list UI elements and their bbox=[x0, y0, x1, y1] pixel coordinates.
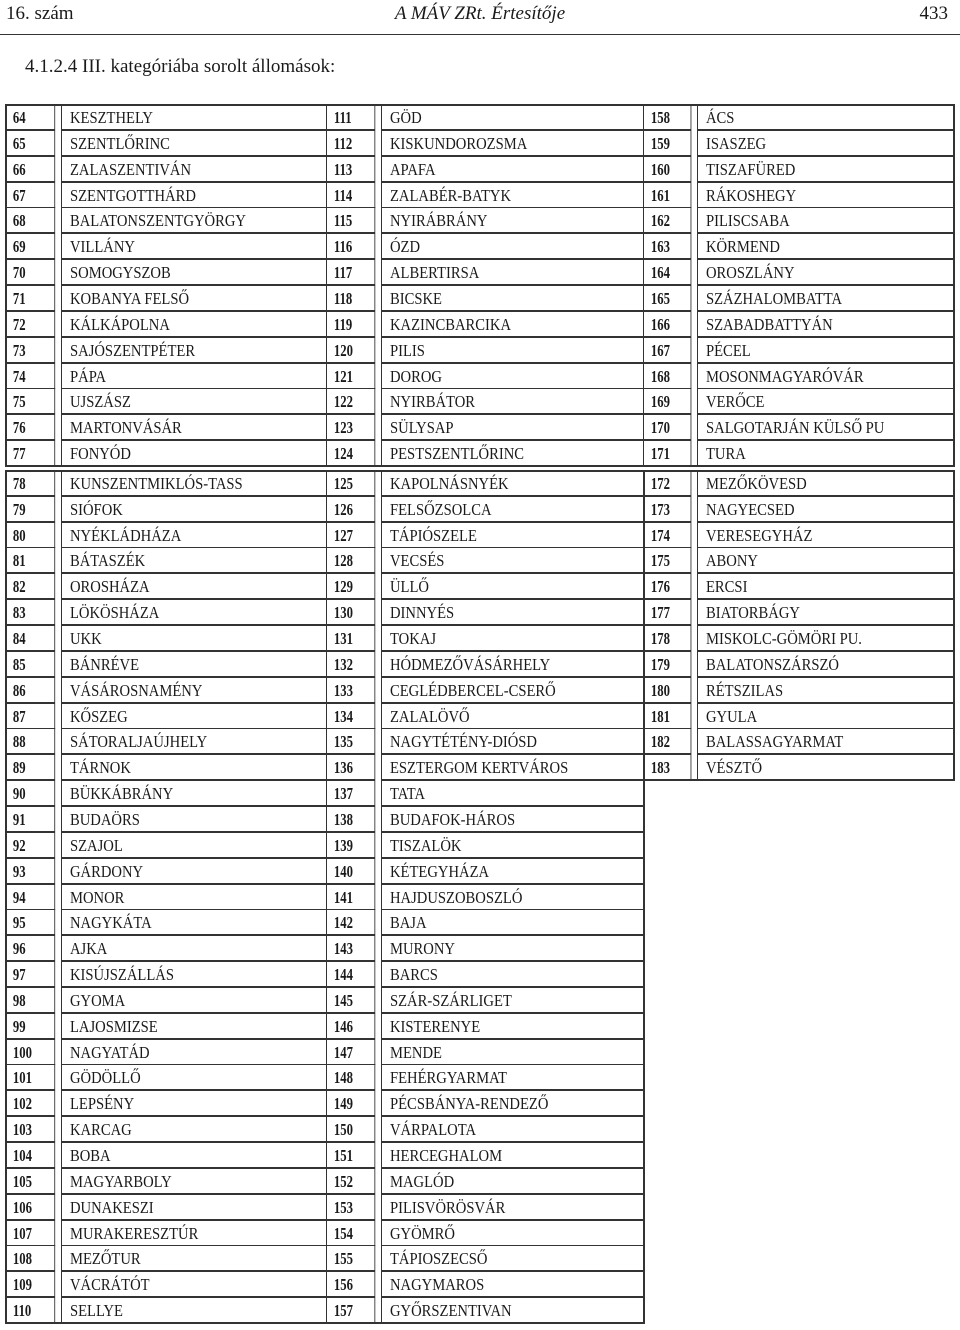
station-name: BAJA bbox=[381, 909, 644, 935]
station-name: KISTERENYE bbox=[381, 1013, 644, 1039]
station-number: 99 bbox=[5, 1013, 55, 1039]
table-row bbox=[6, 441, 954, 467]
station-name: ALBERTIRSA bbox=[381, 259, 644, 285]
station-name: NYÉKLÁDHÁZA bbox=[61, 522, 327, 548]
station-name: TOKAJ bbox=[381, 625, 644, 651]
station-number: 137 bbox=[326, 780, 375, 806]
table-row bbox=[6, 988, 954, 1014]
station-number: 136 bbox=[326, 754, 375, 780]
station-name: SÜLYSAP bbox=[381, 414, 644, 440]
station-name: SELLYE bbox=[61, 1297, 327, 1323]
station-number: 80 bbox=[5, 522, 55, 548]
station-name: ABONY bbox=[697, 547, 954, 573]
station-number: 113 bbox=[326, 156, 375, 182]
station-name: NYIRÁBRÁNY bbox=[381, 207, 644, 233]
station-number: 155 bbox=[326, 1245, 375, 1271]
station-name: DINNYÉS bbox=[381, 599, 644, 625]
station-number: 163 bbox=[643, 233, 691, 259]
station-name: BALATONSZÁRSZÓ bbox=[697, 651, 954, 677]
station-number: 145 bbox=[326, 987, 375, 1013]
station-name: PILIS bbox=[381, 337, 644, 363]
station-number: 102 bbox=[5, 1090, 55, 1116]
table-row bbox=[6, 781, 954, 807]
station-name: VÁRPALOTA bbox=[381, 1116, 644, 1142]
table-row bbox=[6, 1246, 954, 1272]
station-number: 180 bbox=[643, 677, 691, 703]
station-number: 120 bbox=[326, 337, 375, 363]
station-number: 107 bbox=[5, 1220, 55, 1246]
station-number: 178 bbox=[643, 625, 691, 651]
table-row bbox=[6, 131, 954, 157]
station-number: 125 bbox=[326, 470, 375, 496]
station-number: 133 bbox=[326, 677, 375, 703]
station-number: 115 bbox=[326, 207, 375, 233]
station-number: 94 bbox=[5, 884, 55, 910]
table-row bbox=[6, 312, 954, 338]
station-name: GYŐRSZENTIVAN bbox=[381, 1297, 644, 1323]
station-number: 181 bbox=[643, 703, 691, 729]
table-row bbox=[6, 833, 954, 859]
station-name: SÁTORALJAÚJHELY bbox=[61, 728, 327, 754]
table-row bbox=[6, 600, 954, 626]
station-name: MAGYARBOLY bbox=[61, 1168, 327, 1194]
station-name: GYOMA bbox=[61, 987, 327, 1013]
station-number: 149 bbox=[326, 1090, 375, 1116]
station-name: NAGYATÁD bbox=[61, 1039, 327, 1065]
station-name: DOROG bbox=[381, 363, 644, 389]
station-name: KÖRMEND bbox=[697, 233, 954, 259]
table-row bbox=[6, 415, 954, 441]
station-name: ÁCS bbox=[697, 104, 954, 130]
station-name: MEZŐKÖVESD bbox=[697, 470, 954, 496]
station-name: PÁPA bbox=[61, 363, 327, 389]
station-name: SZÁR-SZÁRLIGET bbox=[381, 987, 644, 1013]
station-name: PESTSZENTLŐRINC bbox=[381, 440, 644, 466]
station-name: BALASSAGYARMAT bbox=[697, 728, 954, 754]
station-number: 112 bbox=[326, 130, 375, 156]
station-number: 86 bbox=[5, 677, 55, 703]
station-number: 141 bbox=[326, 884, 375, 910]
station-number: 73 bbox=[5, 337, 55, 363]
station-name: DUNAKESZI bbox=[61, 1194, 327, 1220]
table-row bbox=[6, 1221, 954, 1247]
station-number: 127 bbox=[326, 522, 375, 548]
station-number: 66 bbox=[5, 156, 55, 182]
station-number: 84 bbox=[5, 625, 55, 651]
station-name: SZÁZHALOMBATTA bbox=[697, 285, 954, 311]
station-name: LÖKÖSHÁZA bbox=[61, 599, 327, 625]
station-name: HÓDMEZŐVÁSÁRHELY bbox=[381, 651, 644, 677]
issue-number: 16. szám bbox=[6, 3, 74, 24]
station-number: 92 bbox=[5, 832, 55, 858]
table-row bbox=[6, 574, 954, 600]
station-number: 89 bbox=[5, 754, 55, 780]
station-name: CEGLÉDBERCEL-CSERŐ bbox=[381, 677, 644, 703]
station-number: 183 bbox=[643, 754, 691, 780]
table-row bbox=[6, 885, 954, 911]
station-name: MURONY bbox=[381, 935, 644, 961]
station-number: 123 bbox=[326, 414, 375, 440]
station-number: 130 bbox=[326, 599, 375, 625]
station-number: 98 bbox=[5, 987, 55, 1013]
station-name: OROSZLÁNY bbox=[697, 259, 954, 285]
table-row bbox=[6, 1272, 954, 1298]
station-name: ZALASZENTIVÁN bbox=[61, 156, 327, 182]
station-number: 109 bbox=[5, 1271, 55, 1297]
station-name: VECSÉS bbox=[381, 547, 644, 573]
table-row bbox=[6, 389, 954, 415]
station-number: 83 bbox=[5, 599, 55, 625]
station-name: GYULA bbox=[697, 703, 954, 729]
station-name: KŐSZEG bbox=[61, 703, 327, 729]
station-number: 152 bbox=[326, 1168, 375, 1194]
station-number: 81 bbox=[5, 547, 55, 573]
station-number: 88 bbox=[5, 728, 55, 754]
station-number: 65 bbox=[5, 130, 55, 156]
station-name: AJKA bbox=[61, 935, 327, 961]
station-name: NAGYKÁTA bbox=[61, 909, 327, 935]
station-name: KISÚJSZÁLLÁS bbox=[61, 961, 327, 987]
station-number: 106 bbox=[5, 1194, 55, 1220]
station-number: 176 bbox=[643, 573, 691, 599]
station-number: 138 bbox=[326, 806, 375, 832]
station-number: 142 bbox=[326, 909, 375, 935]
station-name: UKK bbox=[61, 625, 327, 651]
station-name: SAJÓSZENTPÉTER bbox=[61, 337, 327, 363]
stations-table bbox=[6, 105, 954, 1326]
station-name: SOMOGYSZOB bbox=[61, 259, 327, 285]
station-number: 77 bbox=[5, 440, 55, 466]
station-name: NAGYECSED bbox=[697, 496, 954, 522]
station-number: 140 bbox=[326, 858, 375, 884]
station-number: 64 bbox=[5, 104, 55, 130]
station-name: PILISVÖRÖSVÁR bbox=[381, 1194, 644, 1220]
station-number: 96 bbox=[5, 935, 55, 961]
station-number: 168 bbox=[643, 363, 691, 389]
station-number: 108 bbox=[5, 1245, 55, 1271]
station-number: 68 bbox=[5, 207, 55, 233]
station-name: GYÖMRŐ bbox=[381, 1220, 644, 1246]
station-name: VERESEGYHÁZ bbox=[697, 522, 954, 548]
station-name: TURA bbox=[697, 440, 954, 466]
table-row bbox=[6, 183, 954, 209]
station-name: KAZINCBARCIKA bbox=[381, 311, 644, 337]
station-number: 114 bbox=[326, 182, 375, 208]
station-number: 74 bbox=[5, 363, 55, 389]
table-row bbox=[6, 105, 954, 131]
station-number: 124 bbox=[326, 440, 375, 466]
station-number: 134 bbox=[326, 703, 375, 729]
station-name: BICSKE bbox=[381, 285, 644, 311]
table-row bbox=[6, 807, 954, 833]
station-number: 148 bbox=[326, 1064, 375, 1090]
station-number: 129 bbox=[326, 573, 375, 599]
station-name: TISZALÖK bbox=[381, 832, 644, 858]
station-name: ZALABÉR-BATYK bbox=[381, 182, 644, 208]
table-row bbox=[6, 260, 954, 286]
station-name: SIÓFOK bbox=[61, 496, 327, 522]
station-name: LAJOSMIZSE bbox=[61, 1013, 327, 1039]
station-number: 156 bbox=[326, 1271, 375, 1297]
station-name: PÉCSBÁNYA-RENDEZŐ bbox=[381, 1090, 644, 1116]
station-number: 101 bbox=[5, 1064, 55, 1090]
station-name: SZABADBATTYÁN bbox=[697, 311, 954, 337]
station-name: MISKOLC-GÖMÖRI PU. bbox=[697, 625, 954, 651]
station-number: 91 bbox=[5, 806, 55, 832]
station-name: MAGLÓD bbox=[381, 1168, 644, 1194]
station-name: HERCEGHALOM bbox=[381, 1142, 644, 1168]
station-name: NAGYTÉTÉNY-DIÓSD bbox=[381, 728, 644, 754]
station-number: 119 bbox=[326, 311, 375, 337]
station-name: TÁPIOSZECSŐ bbox=[381, 1245, 644, 1271]
table-row bbox=[6, 678, 954, 704]
table-row bbox=[6, 1143, 954, 1169]
station-number: 153 bbox=[326, 1194, 375, 1220]
station-number: 79 bbox=[5, 496, 55, 522]
station-name: TÁPIÓSZELE bbox=[381, 522, 644, 548]
station-name: VILLÁNY bbox=[61, 233, 327, 259]
station-number: 144 bbox=[326, 961, 375, 987]
station-name: RÁKOSHEGY bbox=[697, 182, 954, 208]
station-name: KARCAG bbox=[61, 1116, 327, 1142]
station-number: 128 bbox=[326, 547, 375, 573]
station-number: 175 bbox=[643, 547, 691, 573]
station-name: BUDAÖRS bbox=[61, 806, 327, 832]
station-name: BÜKKÁBRÁNY bbox=[61, 780, 327, 806]
table-row bbox=[6, 859, 954, 885]
station-number: 154 bbox=[326, 1220, 375, 1246]
station-name: MARTONVÁSÁR bbox=[61, 414, 327, 440]
station-number: 87 bbox=[5, 703, 55, 729]
station-number: 157 bbox=[326, 1297, 375, 1323]
table-row bbox=[6, 1040, 954, 1066]
station-name: BÁNRÉVE bbox=[61, 651, 327, 677]
station-number: 174 bbox=[643, 522, 691, 548]
station-number: 72 bbox=[5, 311, 55, 337]
station-number: 71 bbox=[5, 285, 55, 311]
table-row bbox=[6, 338, 954, 364]
station-name: NAGYMAROS bbox=[381, 1271, 644, 1297]
table-row bbox=[6, 652, 954, 678]
station-name: MENDE bbox=[381, 1039, 644, 1065]
station-number: 164 bbox=[643, 259, 691, 285]
table-row bbox=[6, 523, 954, 549]
station-number: 100 bbox=[5, 1039, 55, 1065]
station-name: SZENTLŐRINC bbox=[61, 130, 327, 156]
page-header bbox=[0, 0, 960, 35]
station-number: 151 bbox=[326, 1142, 375, 1168]
table-row bbox=[6, 936, 954, 962]
station-name: MOSONMAGYARÓVÁR bbox=[697, 363, 954, 389]
station-number: 82 bbox=[5, 573, 55, 599]
station-number: 67 bbox=[5, 182, 55, 208]
station-name: GÖD bbox=[381, 104, 644, 130]
station-name: TÁRNOK bbox=[61, 754, 327, 780]
station-number: 182 bbox=[643, 728, 691, 754]
table-row bbox=[6, 755, 954, 781]
station-number: 90 bbox=[5, 780, 55, 806]
station-name: LEPSÉNY bbox=[61, 1090, 327, 1116]
table-row bbox=[6, 910, 954, 936]
table-row bbox=[6, 1091, 954, 1117]
station-name: ISASZEG bbox=[697, 130, 954, 156]
station-name: BALATONSZENTGYÖRGY bbox=[61, 207, 327, 233]
station-name: TATA bbox=[381, 780, 644, 806]
station-number: 85 bbox=[5, 651, 55, 677]
station-number: 135 bbox=[326, 728, 375, 754]
station-name: ZALALÖVŐ bbox=[381, 703, 644, 729]
station-number: 103 bbox=[5, 1116, 55, 1142]
table-row bbox=[6, 1169, 954, 1195]
station-number: 166 bbox=[643, 311, 691, 337]
station-name: MURAKERESZTÚR bbox=[61, 1220, 327, 1246]
table-row bbox=[6, 157, 954, 183]
station-number: 70 bbox=[5, 259, 55, 285]
station-name: BOBA bbox=[61, 1142, 327, 1168]
table-row bbox=[6, 626, 954, 652]
station-name: UJSZÁSZ bbox=[61, 388, 327, 414]
station-number: 118 bbox=[326, 285, 375, 311]
station-name: ÜLLŐ bbox=[381, 573, 644, 599]
station-name: RÉTSZILAS bbox=[697, 677, 954, 703]
station-name: GÖDÖLLŐ bbox=[61, 1064, 327, 1090]
station-name: BUDAFOK-HÁROS bbox=[381, 806, 644, 832]
station-name: PILISCSABA bbox=[697, 207, 954, 233]
table-row bbox=[6, 471, 954, 497]
station-name: ÓZD bbox=[381, 233, 644, 259]
station-number: 173 bbox=[643, 496, 691, 522]
station-name: SALGOTARJÁN KÜLSŐ PU bbox=[697, 414, 954, 440]
station-name: GÁRDONY bbox=[61, 858, 327, 884]
table-row bbox=[6, 1195, 954, 1221]
table-row bbox=[6, 962, 954, 988]
station-name: ESZTERGOM KERTVÁROS bbox=[381, 754, 644, 780]
station-name: MONOR bbox=[61, 884, 327, 910]
station-number: 177 bbox=[643, 599, 691, 625]
table-row bbox=[6, 208, 954, 234]
station-number: 162 bbox=[643, 207, 691, 233]
station-number: 139 bbox=[326, 832, 375, 858]
station-number: 111 bbox=[326, 104, 375, 130]
station-name: APAFA bbox=[381, 156, 644, 182]
station-number: 132 bbox=[326, 651, 375, 677]
station-name: SZENTGOTTHÁRD bbox=[61, 182, 327, 208]
station-number: 116 bbox=[326, 233, 375, 259]
station-number: 161 bbox=[643, 182, 691, 208]
table-row bbox=[6, 1065, 954, 1091]
station-name: FELSŐZSOLCA bbox=[381, 496, 644, 522]
station-number: 121 bbox=[326, 363, 375, 389]
station-number: 143 bbox=[326, 935, 375, 961]
station-name: TISZAFÜRED bbox=[697, 156, 954, 182]
station-name: SZAJOL bbox=[61, 832, 327, 858]
station-name: BIATORBÁGY bbox=[697, 599, 954, 625]
station-number: 160 bbox=[643, 156, 691, 182]
station-number: 150 bbox=[326, 1116, 375, 1142]
station-number: 147 bbox=[326, 1039, 375, 1065]
table-row bbox=[6, 704, 954, 730]
table-row bbox=[6, 1117, 954, 1143]
station-number: 170 bbox=[643, 414, 691, 440]
station-number: 95 bbox=[5, 909, 55, 935]
station-number: 159 bbox=[643, 130, 691, 156]
station-name: FEHÉRGYARMAT bbox=[381, 1064, 644, 1090]
station-name: FONYÓD bbox=[61, 440, 327, 466]
station-number: 165 bbox=[643, 285, 691, 311]
station-name: VÁSÁROSNAMÉNY bbox=[61, 677, 327, 703]
station-name: KÉTEGYHÁZA bbox=[381, 858, 644, 884]
station-number: 179 bbox=[643, 651, 691, 677]
station-number: 169 bbox=[643, 388, 691, 414]
station-number: 76 bbox=[5, 414, 55, 440]
station-number: 69 bbox=[5, 233, 55, 259]
table-row bbox=[6, 1298, 954, 1324]
station-name: OROSHÁZA bbox=[61, 573, 327, 599]
station-number: 110 bbox=[5, 1297, 55, 1323]
station-number: 171 bbox=[643, 440, 691, 466]
station-name: KAPOLNÁSNYÉK bbox=[381, 470, 644, 496]
station-name: KOBANYA FELSŐ bbox=[61, 285, 327, 311]
station-number: 122 bbox=[326, 388, 375, 414]
station-number: 126 bbox=[326, 496, 375, 522]
station-name: HAJDUSZOBOSZLÓ bbox=[381, 884, 644, 910]
station-name: BARCS bbox=[381, 961, 644, 987]
station-name: ERCSI bbox=[697, 573, 954, 599]
page-number: 433 bbox=[919, 3, 948, 24]
table-row bbox=[6, 364, 954, 390]
station-number: 93 bbox=[5, 858, 55, 884]
station-name: KISKUNDOROZSMA bbox=[381, 130, 644, 156]
table-row bbox=[6, 286, 954, 312]
station-name: PÉCEL bbox=[697, 337, 954, 363]
station-number: 104 bbox=[5, 1142, 55, 1168]
station-number: 131 bbox=[326, 625, 375, 651]
table-row bbox=[6, 1014, 954, 1040]
station-name: KESZTHELY bbox=[61, 104, 327, 130]
station-name: KÁLKÁPOLNA bbox=[61, 311, 327, 337]
station-name: VÁCRÁTÓT bbox=[61, 1271, 327, 1297]
table-row bbox=[6, 548, 954, 574]
station-number: 75 bbox=[5, 388, 55, 414]
station-number: 158 bbox=[643, 104, 691, 130]
station-number: 78 bbox=[5, 470, 55, 496]
table-row bbox=[6, 234, 954, 260]
section-title: 4.1.2.4 III. kategóriába sorolt állomások: bbox=[25, 56, 336, 77]
publication-title: A MÁV ZRt. Értesítője bbox=[394, 3, 566, 24]
table-row bbox=[6, 497, 954, 523]
station-name: NYIRBÁTOR bbox=[381, 388, 644, 414]
station-number: 117 bbox=[326, 259, 375, 285]
station-number: 167 bbox=[643, 337, 691, 363]
station-name: KUNSZENTMIKLÓS-TASS bbox=[61, 470, 327, 496]
station-name: VERŐCE bbox=[697, 388, 954, 414]
station-number: 105 bbox=[5, 1168, 55, 1194]
station-name: MEZŐTUR bbox=[61, 1245, 327, 1271]
station-number: 97 bbox=[5, 961, 55, 987]
station-name: BÁTASZÉK bbox=[61, 547, 327, 573]
station-number: 172 bbox=[643, 470, 691, 496]
table-row bbox=[6, 729, 954, 755]
station-name: VÉSZTŐ bbox=[697, 754, 954, 780]
station-number: 146 bbox=[326, 1013, 375, 1039]
